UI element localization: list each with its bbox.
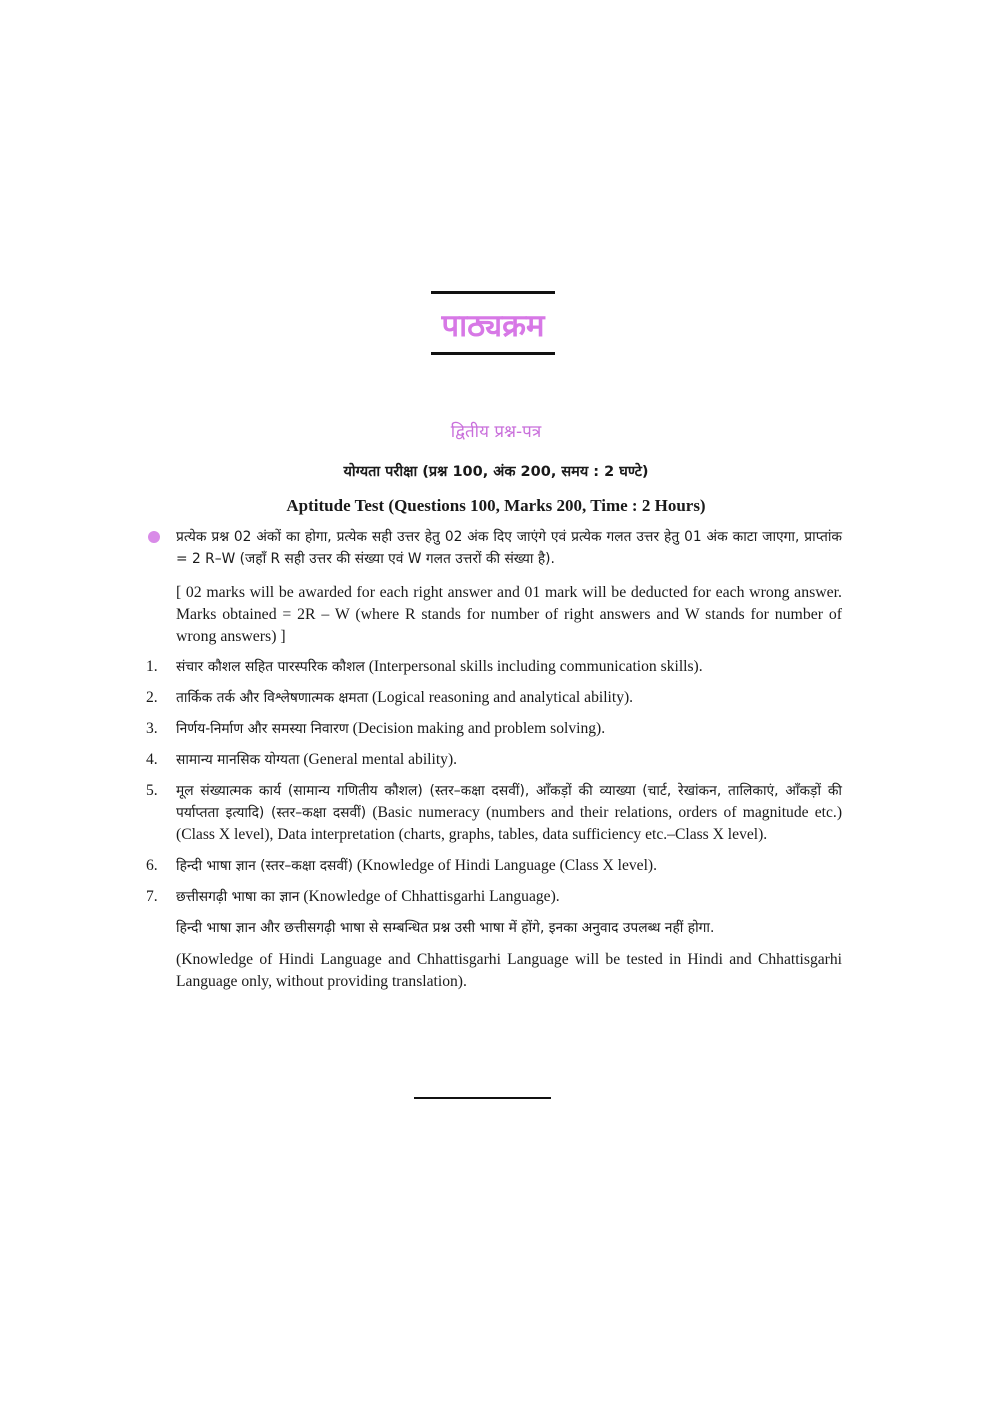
- list-item-text: [176, 687, 842, 709]
- list-item-english: (Decision making and problem solving).: [352, 720, 606, 737]
- page-title: पाठ्यक्रम: [441, 308, 545, 344]
- list-item-number: 3.: [146, 720, 158, 737]
- language-note-hindi: हिन्दी भाषा ज्ञान और छत्तीसगढ़ी भाषा से सम्बन्धित प्रश्न उसी भाषा में होंगे, इनका अनुवाद उपलब्ध नहीं होगा.: [176, 920, 715, 936]
- syllabus-content: [146, 526, 842, 993]
- list-item: [146, 855, 842, 877]
- list-item-text: [176, 656, 842, 678]
- marking-scheme-english: [ 02 marks will be awarded for each right answer and 01 mark will be deducted for each wrong answer. Marks obtained = 2R – W (where R stands for number of right answers and W stands for number of wrong answers) ]: [176, 584, 842, 645]
- list-item-english: (Interpersonal skills including communication skills).: [368, 658, 703, 675]
- list-item-text: [176, 780, 842, 846]
- title-rule-top: [431, 291, 555, 294]
- list-item-hindi: हिन्दी भाषा ज्ञान (स्तर–कक्षा दसवीं): [176, 858, 353, 874]
- paper-subtitle: द्वितीय प्रश्न-पत्र: [450, 422, 542, 442]
- list-item-number: 2.: [146, 689, 158, 706]
- marking-scheme-hindi: प्रत्येक प्रश्न 02 अंकों का होगा, प्रत्येक सही उत्तर हेतु 02 अंक दिए जाएंगे एवं प्रत्येक गलत उत्तर हेतु 01 अंक काटा जाएगा, प्राप्तांक = 2 R–W (जहाँ R सही उत्तर की संख्या एवं W गलत उत्तरों की संख्या है).: [176, 529, 842, 567]
- list-item-english: (Basic numeracy (numbers and their relations, orders of magnitude etc.) (Class X level), Data interpretation (charts, graphs, tables, data sufficiency etc.–Class X level).: [176, 804, 843, 843]
- list-item-english: (General mental ability).: [303, 751, 458, 768]
- list-item-english: (Logical reasoning and analytical ability).: [371, 689, 634, 706]
- list-item: [146, 687, 842, 709]
- test-heading-english: Aptitude Test (Questions 100, Marks 200, Time : 2 Hours): [286, 496, 706, 515]
- list-item-text: [176, 886, 842, 908]
- end-rule: [414, 1097, 551, 1099]
- list-item: [146, 718, 842, 740]
- list-item-hindi: निर्णय-निर्माण और समस्या निवारण: [176, 721, 349, 737]
- title-rule-bottom: [431, 352, 555, 355]
- list-item-number: 7.: [146, 888, 158, 905]
- list-item-text: [176, 718, 842, 740]
- list-item-number: 4.: [146, 751, 158, 768]
- test-heading-hindi: योग्यता परीक्षा (प्रश्न 100, अंक 200, समय : 2 घण्टे): [343, 464, 649, 480]
- list-item: [146, 886, 842, 908]
- marking-scheme: [146, 526, 842, 570]
- list-item: [146, 749, 842, 771]
- language-note-english: (Knowledge of Hindi Language and Chhattisgarhi Language will be tested in Hindi and Chhattisgarhi Language only, without providing translation).: [176, 951, 842, 990]
- list-item-hindi: छत्तीसगढ़ी भाषा का ज्ञान: [176, 889, 300, 905]
- list-item: [146, 656, 842, 678]
- list-item: [146, 780, 842, 846]
- list-item-number: 5.: [146, 782, 158, 799]
- list-item-hindi: तार्किक तर्क और विश्लेषणात्मक क्षमता: [176, 690, 369, 706]
- list-item-hindi: मूल संख्यात्मक कार्य (सामान्य गणितीय कौशल) (स्तर–कक्षा दसवीं), आँकड़ों की व्याख्या (चार्ट, रेखांकन, तालिकाएं, आँकड़ों की पर्याप्तता इत्यादि) (स्तर–कक्षा दसवीं): [176, 783, 842, 821]
- topic-list: [146, 656, 842, 908]
- bullet-icon: [148, 531, 160, 543]
- list-item-number: 6.: [146, 857, 158, 874]
- list-item-number: 1.: [146, 658, 158, 675]
- list-item-english: (Knowledge of Chhattisgarhi Language).: [303, 888, 560, 905]
- list-item-english: (Knowledge of Hindi Language (Class X level).: [356, 857, 658, 874]
- list-item-text: [176, 749, 842, 771]
- list-item-hindi: संचार कौशल सहित पारस्परिक कौशल: [176, 659, 365, 675]
- list-item-hindi: सामान्य मानसिक योग्यता: [176, 752, 300, 768]
- list-item-text: [176, 855, 842, 877]
- marking-scheme-hindi-block: [176, 526, 842, 570]
